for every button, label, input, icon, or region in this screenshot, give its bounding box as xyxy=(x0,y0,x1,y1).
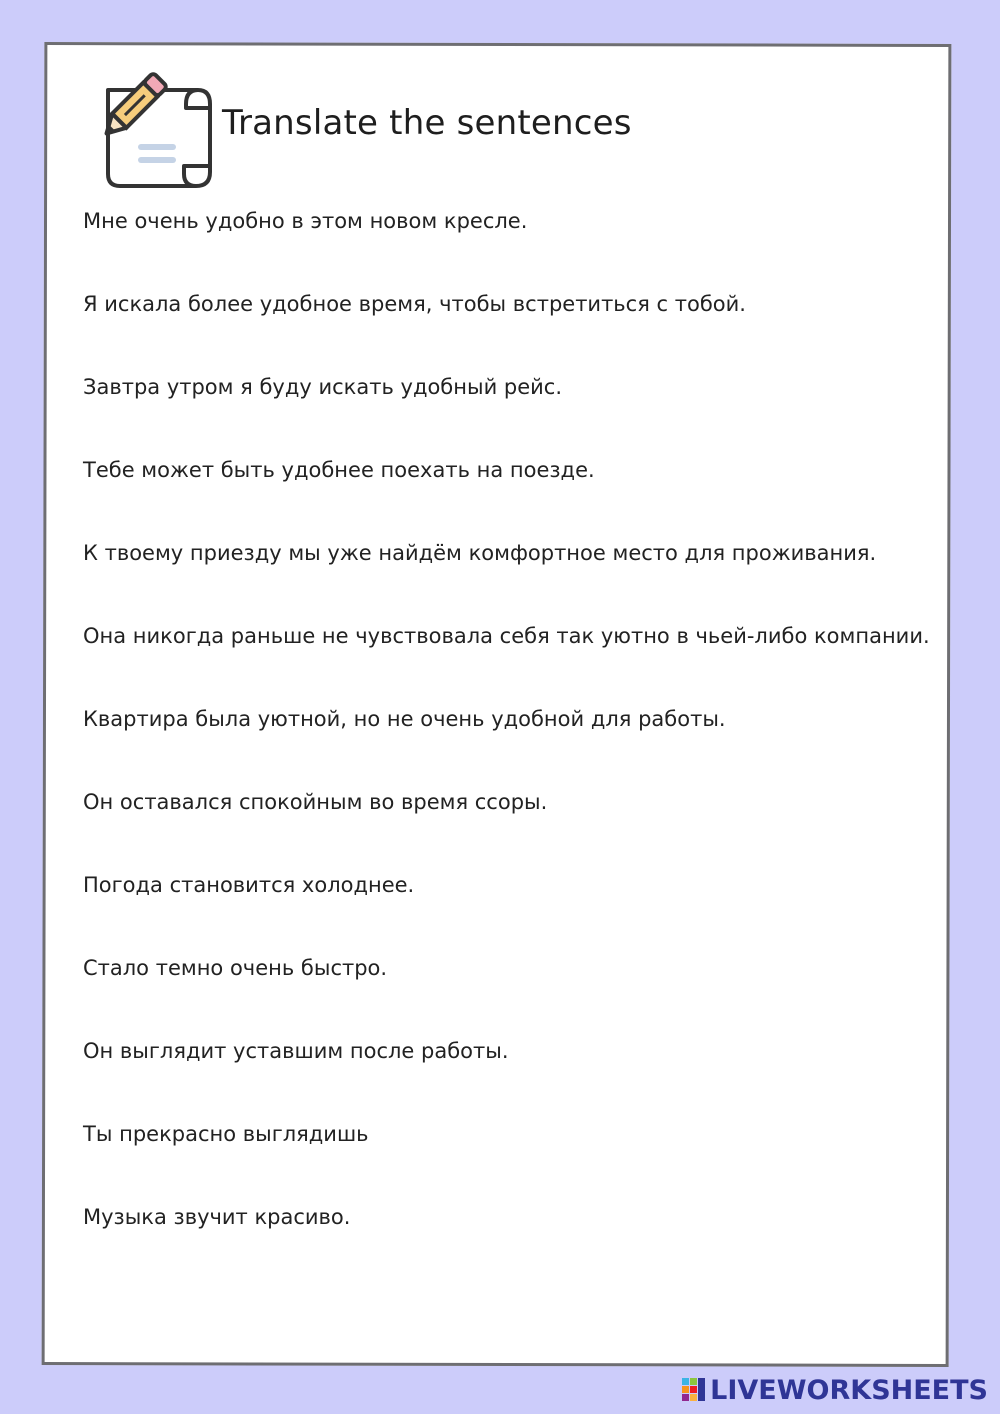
sentence-item: Он выглядит уставшим после работы. xyxy=(83,1039,509,1063)
sentence-item: Я искала более удобное время, чтобы встретиться с тобой. xyxy=(83,292,746,316)
liveworksheets-logo-icon xyxy=(682,1376,706,1404)
sentence-item: Он оставался спокойным во время ссоры. xyxy=(83,790,548,814)
brand-name: LIVEWORKSHEETS xyxy=(710,1374,988,1406)
sentence-item: Мне очень удобно в этом новом кресле. xyxy=(83,209,528,233)
sentence-item: Стало темно очень быстро. xyxy=(83,956,388,980)
pencil-scroll-icon xyxy=(80,64,216,192)
worksheet-title: Translate the sentences xyxy=(222,103,632,143)
sentence-list xyxy=(83,200,933,1279)
liveworksheets-logo[interactable] xyxy=(682,1372,988,1408)
sentence-item: Она никогда раньше не чувствовала себя так уютно в чьей-либо компании. xyxy=(83,624,930,648)
sentence-item: Квартира была уютной, но не очень удобной для работы. xyxy=(83,707,726,731)
sentence-item: Завтра утром я буду искать удобный рейс. xyxy=(83,375,563,399)
sentence-item: Тебе может быть удобнее поехать на поезде. xyxy=(83,458,595,482)
sentence-item: Музыка звучит красиво. xyxy=(83,1205,351,1229)
sentence-item: Погода становится холоднее. xyxy=(83,873,415,897)
sentence-item: К твоему приезду мы уже найдём комфортное место для проживания. xyxy=(83,541,877,565)
sentence-item: Ты прекрасно выглядишь xyxy=(83,1122,369,1146)
